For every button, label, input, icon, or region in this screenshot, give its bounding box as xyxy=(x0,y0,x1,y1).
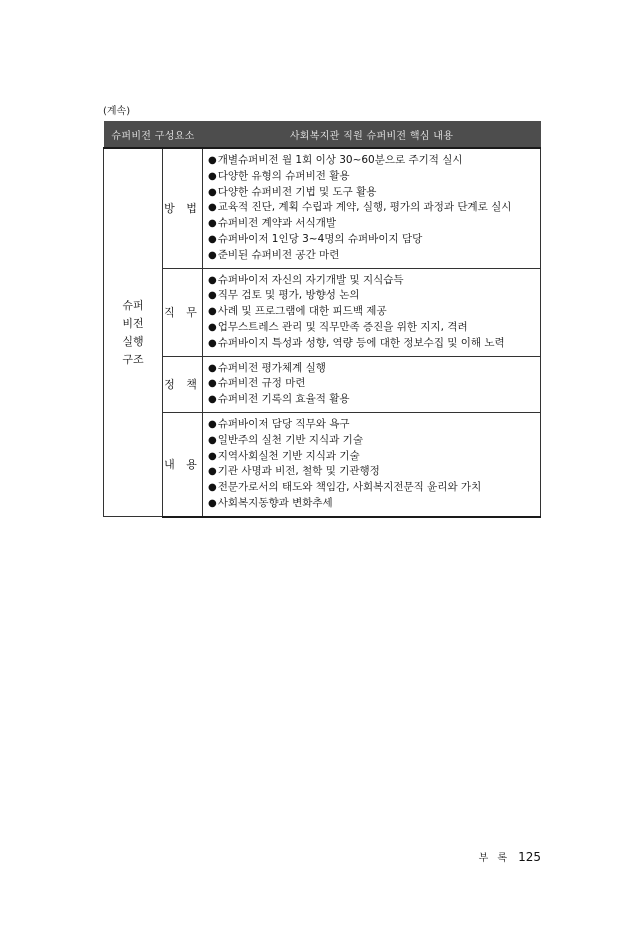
bullet-icon: ● xyxy=(208,482,217,494)
table-header-row xyxy=(104,121,541,148)
section-label-line: 구조 xyxy=(122,352,144,366)
list-item xyxy=(208,433,540,449)
category-content: 내 용 xyxy=(163,412,203,516)
list-item xyxy=(208,232,540,248)
category-policy: 정 책 xyxy=(163,356,203,412)
list-item-text: 직무 검토 및 평가, 방향성 논의 xyxy=(217,289,360,302)
list-item xyxy=(208,480,540,496)
list-item xyxy=(208,361,540,377)
list-item xyxy=(208,200,540,216)
list-item-text: 준비된 슈퍼비전 공간 마련 xyxy=(217,248,340,261)
bullet-icon: ● xyxy=(208,321,217,333)
page-footer xyxy=(479,849,541,864)
list-item xyxy=(208,216,540,232)
list-item xyxy=(208,417,540,433)
list-item-text: 슈퍼바이저 담당 직무와 욕구 xyxy=(217,417,350,430)
table-row-duty xyxy=(104,268,541,356)
list-item-text: 슈퍼비전 기록의 효율적 활용 xyxy=(217,393,350,406)
list-item-text: 사례 및 프로그램에 대한 피드백 제공 xyxy=(217,305,387,318)
list-item-text: 다양한 유형의 슈퍼비전 활용 xyxy=(217,169,350,182)
bullet-icon: ● xyxy=(208,450,217,462)
list-item xyxy=(208,376,540,392)
bullet-icon: ● xyxy=(208,186,217,198)
bullet-icon: ● xyxy=(208,218,217,230)
section-label-line: 비전 xyxy=(122,316,144,330)
list-item-text: 기관 사명과 비전, 철학 및 기관행정 xyxy=(217,465,380,478)
list-item xyxy=(208,169,540,185)
content-method xyxy=(203,148,541,268)
page-number: 125 xyxy=(518,850,541,864)
section-label xyxy=(104,148,163,517)
list-item-text: 업무스트레스 관리 및 직무만족 증진을 위한 지지, 격려 xyxy=(217,320,468,333)
category-duty: 직 무 xyxy=(163,268,203,356)
supervision-table xyxy=(103,121,541,518)
appendix-label: 부 록 xyxy=(478,853,511,864)
bullet-icon: ● xyxy=(208,202,217,214)
table-row-method xyxy=(104,148,541,268)
header-core-content: 사회복지관 직원 슈퍼비전 핵심 내용 xyxy=(203,121,541,148)
list-item xyxy=(208,336,540,352)
bullet-icon: ● xyxy=(208,466,217,478)
category-method: 방 법 xyxy=(163,148,203,268)
content-policy xyxy=(203,356,541,412)
content-duty xyxy=(203,268,541,356)
list-item xyxy=(208,185,540,201)
list-item xyxy=(208,449,540,465)
bullet-icon: ● xyxy=(208,418,217,430)
list-item-text: 사회복지동향과 변화추세 xyxy=(217,496,333,509)
list-item-text: 개별슈퍼비전 월 1회 이상 30~60분으로 주기적 실시 xyxy=(217,154,463,166)
bullet-icon: ● xyxy=(208,434,217,446)
bullet-icon: ● xyxy=(208,362,217,374)
bullet-icon: ● xyxy=(208,170,217,182)
list-item-text: 슈퍼바이지 특성과 성향, 역량 등에 대한 정보수집 및 이해 노력 xyxy=(217,336,505,349)
list-item xyxy=(208,496,540,512)
list-item xyxy=(208,392,540,408)
list-item-text: 슈퍼바이저 1인당 3~4명의 슈퍼바이지 담당 xyxy=(217,232,423,245)
list-item-text: 슈퍼비전 평가체계 실행 xyxy=(217,361,326,374)
table-row-content xyxy=(104,412,541,516)
list-item xyxy=(208,248,540,264)
bullet-icon: ● xyxy=(208,233,217,245)
bullet-icon: ● xyxy=(208,290,217,302)
list-item-text: 일반주의 실천 기반 지식과 기술 xyxy=(217,433,363,446)
list-item-text: 슈퍼바이저 자신의 자기개발 및 지식습득 xyxy=(217,273,404,286)
list-item-text: 지역사회실천 기반 지식과 기술 xyxy=(217,449,360,462)
bullet-icon: ● xyxy=(208,394,217,406)
bullet-icon: ● xyxy=(208,497,217,509)
section-label-line: 슈퍼 xyxy=(122,298,144,312)
list-item xyxy=(208,464,540,480)
bullet-icon: ● xyxy=(208,378,217,390)
section-label-line: 실행 xyxy=(122,334,144,348)
list-item-text: 교육적 진단, 계획 수립과 계약, 실행, 평가의 과정과 단계로 실시 xyxy=(217,201,512,214)
list-item xyxy=(208,288,540,304)
table-row-policy xyxy=(104,356,541,412)
bullet-icon: ● xyxy=(208,274,217,286)
bullet-icon: ● xyxy=(208,337,217,349)
list-item-text: 다양한 슈퍼비전 기법 및 도구 활용 xyxy=(217,185,377,198)
list-item xyxy=(208,304,540,320)
list-item-text: 슈퍼비전 계약과 서식개발 xyxy=(217,217,336,230)
list-item xyxy=(208,320,540,336)
bullet-icon: ● xyxy=(208,155,217,166)
list-item-text: 슈퍼비전 규정 마련 xyxy=(217,377,306,390)
bullet-icon: ● xyxy=(208,249,217,261)
header-component: 슈퍼비전 구성요소 xyxy=(104,121,203,148)
bullet-icon: ● xyxy=(208,306,217,318)
list-item xyxy=(208,273,540,289)
list-item xyxy=(208,153,540,169)
list-item-text: 전문가로서의 태도와 책임감, 사회복지전문직 윤리와 가치 xyxy=(217,481,482,494)
content-content xyxy=(203,412,541,516)
continued-label: (계속) xyxy=(103,106,131,117)
